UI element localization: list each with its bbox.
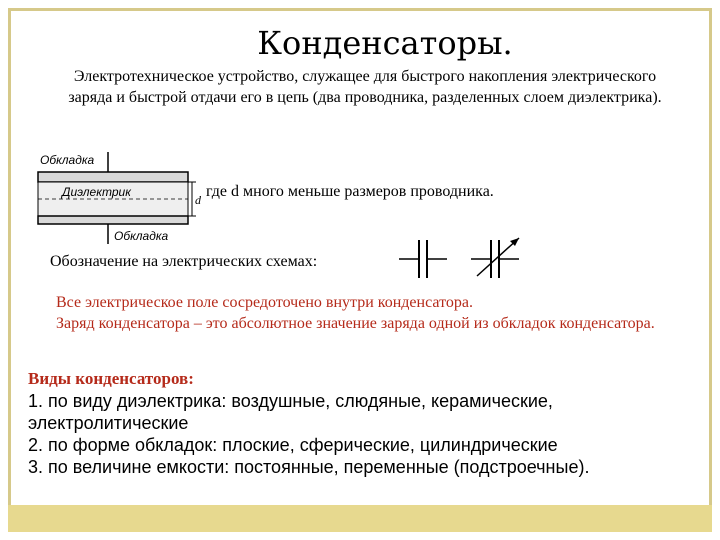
capacitor-symbols xyxy=(395,232,535,282)
top-plate-label: Обкладка xyxy=(40,153,95,167)
bottom-plate xyxy=(38,216,188,224)
dielectric-label: Диэлектрик xyxy=(62,185,131,199)
variable-capacitor-icon xyxy=(471,238,519,278)
fixed-capacitor-icon xyxy=(399,240,447,278)
diagram-note: где d много меньше размеров проводника. xyxy=(206,183,494,200)
gap-label: d xyxy=(195,193,201,207)
fact-charge-definition: Заряд конденсатора – это абсолютное значение заряда одной из обкладок конденсатора. xyxy=(56,315,655,332)
capacitor-facts xyxy=(56,292,656,334)
bottom-plate-label: Обкладка xyxy=(114,229,169,243)
frame-left-border xyxy=(8,8,11,532)
type-by-plate-shape: 2. по форме обкладок: плоские, сферические, цилиндрические xyxy=(28,435,558,455)
fact-field-inside: Все электрическое поле сосредоточено внутри конденсатора. xyxy=(56,294,473,311)
type-by-capacitance: 3. по величине емкости: постоянные, переменные (подстроечные). xyxy=(28,457,590,477)
capacitor-types xyxy=(28,368,708,478)
definition-text: Электротехническое устройство, служащее для быстрого накопления электрического заряда и быстрой отдачи его в цепь (два проводника, разделенных слоем диэлектрика). xyxy=(68,68,662,106)
slide-footer-bar xyxy=(8,505,712,532)
type-by-dielectric: 1. по виду диэлектрика: воздушные, слюдяные, керамические, электролитические xyxy=(28,391,553,433)
top-plate xyxy=(38,172,188,182)
frame-top-border xyxy=(8,8,712,11)
capacitor-structure-diagram xyxy=(32,148,202,248)
types-heading: Виды конденсаторов: xyxy=(28,369,194,388)
frame-right-border xyxy=(709,8,712,532)
slide-title: Конденсаторы. xyxy=(257,24,513,62)
symbols-label: Обозначение на электрических схемах: xyxy=(50,253,318,270)
